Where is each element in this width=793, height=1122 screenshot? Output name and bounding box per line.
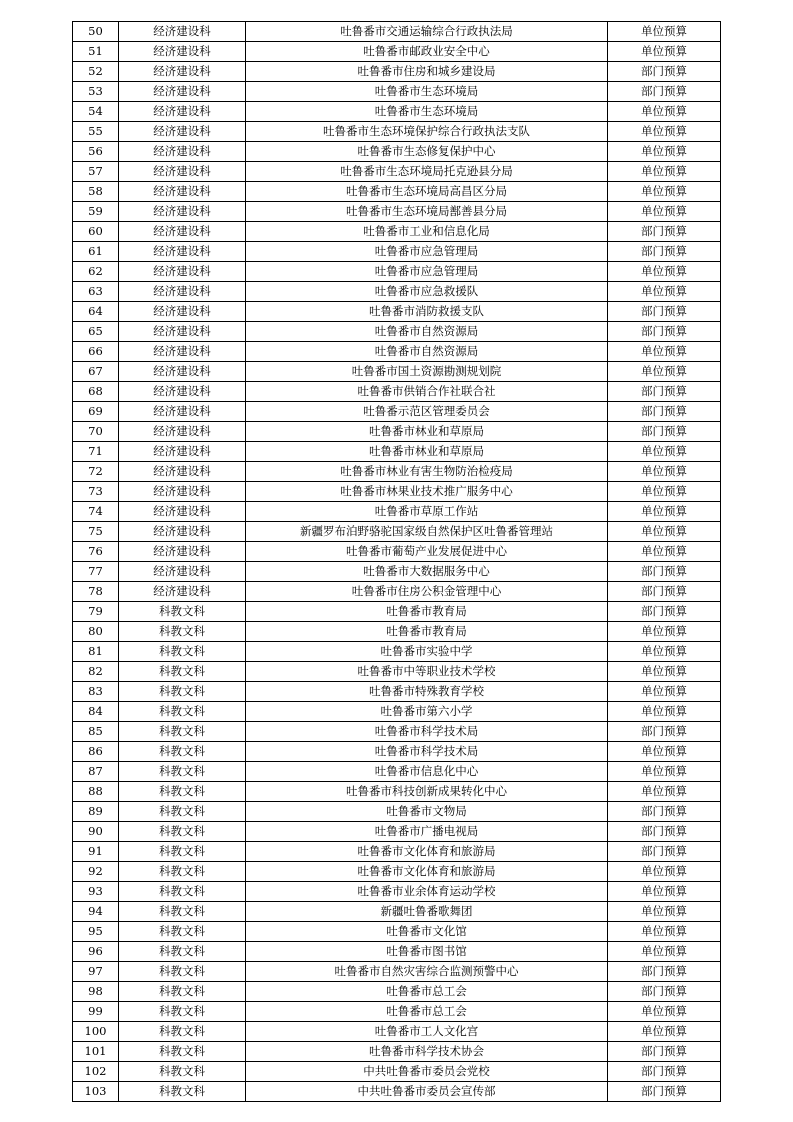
table-row [73, 462, 721, 482]
table-row [73, 1002, 721, 1022]
row-number-cell: 58 [73, 182, 119, 202]
budget-type-cell: 单位预算 [608, 362, 721, 382]
department-cell: 科教文科 [119, 822, 246, 842]
unit-name-cell: 吐鲁番市应急管理局 [246, 262, 608, 282]
unit-name-cell: 吐鲁番市总工会 [246, 982, 608, 1002]
budget-type-cell: 单位预算 [608, 942, 721, 962]
unit-name-cell: 吐鲁番市工人文化宫 [246, 1022, 608, 1042]
department-cell: 经济建设科 [119, 562, 246, 582]
row-number-cell: 90 [73, 822, 119, 842]
row-number-cell: 86 [73, 742, 119, 762]
department-cell: 科教文科 [119, 1062, 246, 1082]
unit-name-cell: 吐鲁番市葡萄产业发展促进中心 [246, 542, 608, 562]
table-row [73, 22, 721, 42]
table-row [73, 622, 721, 642]
row-number-cell: 68 [73, 382, 119, 402]
table-row [73, 962, 721, 982]
budget-type-cell: 单位预算 [608, 462, 721, 482]
row-number-cell: 75 [73, 522, 119, 542]
unit-name-cell: 吐鲁番市林果业技术推广服务中心 [246, 482, 608, 502]
row-number-cell: 103 [73, 1082, 119, 1102]
row-number-cell: 77 [73, 562, 119, 582]
budget-type-cell: 部门预算 [608, 722, 721, 742]
budget-type-cell: 部门预算 [608, 822, 721, 842]
row-number-cell: 81 [73, 642, 119, 662]
budget-type-cell: 单位预算 [608, 182, 721, 202]
department-cell: 经济建设科 [119, 482, 246, 502]
department-cell: 科教文科 [119, 862, 246, 882]
row-number-cell: 80 [73, 622, 119, 642]
row-number-cell: 71 [73, 442, 119, 462]
budget-type-cell: 单位预算 [608, 742, 721, 762]
department-cell: 科教文科 [119, 602, 246, 622]
budget-type-cell: 单位预算 [608, 882, 721, 902]
department-cell: 经济建设科 [119, 102, 246, 122]
department-cell: 科教文科 [119, 682, 246, 702]
row-number-cell: 53 [73, 82, 119, 102]
row-number-cell: 65 [73, 322, 119, 342]
budget-type-cell: 单位预算 [608, 902, 721, 922]
row-number-cell: 95 [73, 922, 119, 942]
unit-name-cell: 吐鲁番市生态环境局托克逊县分局 [246, 162, 608, 182]
budget-type-cell: 单位预算 [608, 682, 721, 702]
budget-type-cell: 部门预算 [608, 802, 721, 822]
department-cell: 科教文科 [119, 622, 246, 642]
department-cell: 经济建设科 [119, 122, 246, 142]
department-cell: 经济建设科 [119, 42, 246, 62]
table-row [73, 282, 721, 302]
row-number-cell: 67 [73, 362, 119, 382]
unit-name-cell: 吐鲁番市供销合作社联合社 [246, 382, 608, 402]
budget-type-cell: 单位预算 [608, 262, 721, 282]
department-cell: 经济建设科 [119, 202, 246, 222]
table-row [73, 702, 721, 722]
budget-type-cell: 单位预算 [608, 642, 721, 662]
unit-name-cell: 吐鲁番市国土资源勘测规划院 [246, 362, 608, 382]
unit-name-cell: 吐鲁番市交通运输综合行政执法局 [246, 22, 608, 42]
row-number-cell: 79 [73, 602, 119, 622]
table-row [73, 922, 721, 942]
budget-type-cell: 部门预算 [608, 242, 721, 262]
budget-type-cell: 部门预算 [608, 222, 721, 242]
budget-type-cell: 部门预算 [608, 422, 721, 442]
unit-name-cell: 吐鲁番市林业有害生物防治检疫局 [246, 462, 608, 482]
department-cell: 经济建设科 [119, 342, 246, 362]
row-number-cell: 82 [73, 662, 119, 682]
budget-type-cell: 部门预算 [608, 82, 721, 102]
row-number-cell: 94 [73, 902, 119, 922]
unit-name-cell: 吐鲁番市业余体育运动学校 [246, 882, 608, 902]
department-cell: 科教文科 [119, 882, 246, 902]
unit-name-cell: 吐鲁番市文化体育和旅游局 [246, 842, 608, 862]
row-number-cell: 99 [73, 1002, 119, 1022]
table-row [73, 842, 721, 862]
table-row [73, 822, 721, 842]
unit-name-cell: 吐鲁番市应急救援队 [246, 282, 608, 302]
budget-type-cell: 部门预算 [608, 1062, 721, 1082]
row-number-cell: 73 [73, 482, 119, 502]
row-number-cell: 56 [73, 142, 119, 162]
row-number-cell: 88 [73, 782, 119, 802]
budget-type-cell: 单位预算 [608, 1002, 721, 1022]
unit-name-cell: 吐鲁番市中等职业技术学校 [246, 662, 608, 682]
table-row [73, 142, 721, 162]
unit-name-cell: 吐鲁番市科技创新成果转化中心 [246, 782, 608, 802]
unit-name-cell: 吐鲁番市生态环境局鄯善县分局 [246, 202, 608, 222]
row-number-cell: 66 [73, 342, 119, 362]
budget-type-cell: 单位预算 [608, 102, 721, 122]
budget-type-cell: 部门预算 [608, 62, 721, 82]
unit-name-cell: 吐鲁番市实验中学 [246, 642, 608, 662]
budget-type-cell: 单位预算 [608, 22, 721, 42]
row-number-cell: 60 [73, 222, 119, 242]
department-cell: 科教文科 [119, 762, 246, 782]
department-cell: 经济建设科 [119, 82, 246, 102]
row-number-cell: 59 [73, 202, 119, 222]
unit-name-cell: 吐鲁番示范区管理委员会 [246, 402, 608, 422]
table-row [73, 1062, 721, 1082]
row-number-cell: 89 [73, 802, 119, 822]
department-cell: 经济建设科 [119, 162, 246, 182]
budget-type-cell: 单位预算 [608, 282, 721, 302]
table-row [73, 442, 721, 462]
unit-name-cell: 吐鲁番市应急管理局 [246, 242, 608, 262]
table-row [73, 562, 721, 582]
row-number-cell: 50 [73, 22, 119, 42]
budget-type-cell: 部门预算 [608, 402, 721, 422]
department-cell: 科教文科 [119, 1022, 246, 1042]
department-cell: 科教文科 [119, 982, 246, 1002]
row-number-cell: 78 [73, 582, 119, 602]
unit-name-cell: 吐鲁番市科学技术局 [246, 742, 608, 762]
row-number-cell: 63 [73, 282, 119, 302]
department-cell: 科教文科 [119, 802, 246, 822]
row-number-cell: 64 [73, 302, 119, 322]
table-row [73, 122, 721, 142]
unit-name-cell: 吐鲁番市生态环境局高昌区分局 [246, 182, 608, 202]
table-row [73, 982, 721, 1002]
unit-name-cell: 吐鲁番市住房和城乡建设局 [246, 62, 608, 82]
department-cell: 科教文科 [119, 722, 246, 742]
table-row [73, 522, 721, 542]
department-cell: 科教文科 [119, 842, 246, 862]
budget-type-cell: 单位预算 [608, 702, 721, 722]
department-cell: 经济建设科 [119, 462, 246, 482]
table-row [73, 342, 721, 362]
row-number-cell: 102 [73, 1062, 119, 1082]
budget-type-cell: 单位预算 [608, 542, 721, 562]
table-row [73, 422, 721, 442]
budget-type-cell: 单位预算 [608, 622, 721, 642]
department-cell: 科教文科 [119, 1042, 246, 1062]
department-cell: 经济建设科 [119, 262, 246, 282]
department-cell: 经济建设科 [119, 142, 246, 162]
budget-type-cell: 单位预算 [608, 762, 721, 782]
table-row [73, 742, 721, 762]
unit-name-cell: 吐鲁番市第六小学 [246, 702, 608, 722]
table-row [73, 642, 721, 662]
unit-name-cell: 吐鲁番市总工会 [246, 1002, 608, 1022]
table-row [73, 42, 721, 62]
department-cell: 科教文科 [119, 642, 246, 662]
unit-name-cell: 吐鲁番市生态环境局 [246, 82, 608, 102]
department-cell: 经济建设科 [119, 302, 246, 322]
department-cell: 科教文科 [119, 742, 246, 762]
table-row [73, 242, 721, 262]
table-row [73, 722, 721, 742]
budget-type-cell: 单位预算 [608, 1022, 721, 1042]
table-row [73, 182, 721, 202]
budget-type-cell: 单位预算 [608, 122, 721, 142]
budget-type-cell: 单位预算 [608, 782, 721, 802]
row-number-cell: 61 [73, 242, 119, 262]
row-number-cell: 98 [73, 982, 119, 1002]
unit-name-cell: 吐鲁番市生态环境局 [246, 102, 608, 122]
unit-name-cell: 吐鲁番市工业和信息化局 [246, 222, 608, 242]
department-cell: 科教文科 [119, 922, 246, 942]
unit-name-cell: 吐鲁番市大数据服务中心 [246, 562, 608, 582]
department-cell: 科教文科 [119, 1002, 246, 1022]
budget-type-cell: 单位预算 [608, 442, 721, 462]
unit-name-cell: 吐鲁番市特殊教育学校 [246, 682, 608, 702]
unit-name-cell: 吐鲁番市图书馆 [246, 942, 608, 962]
table-row [73, 502, 721, 522]
table-row [73, 302, 721, 322]
department-cell: 经济建设科 [119, 522, 246, 542]
row-number-cell: 52 [73, 62, 119, 82]
department-cell: 经济建设科 [119, 582, 246, 602]
department-cell: 经济建设科 [119, 62, 246, 82]
row-number-cell: 62 [73, 262, 119, 282]
table-row [73, 202, 721, 222]
unit-name-cell: 吐鲁番市广播电视局 [246, 822, 608, 842]
row-number-cell: 74 [73, 502, 119, 522]
budget-type-cell: 单位预算 [608, 202, 721, 222]
row-number-cell: 54 [73, 102, 119, 122]
row-number-cell: 70 [73, 422, 119, 442]
budget-type-cell: 单位预算 [608, 862, 721, 882]
table-row [73, 882, 721, 902]
unit-name-cell: 吐鲁番市林业和草原局 [246, 442, 608, 462]
department-cell: 经济建设科 [119, 502, 246, 522]
row-number-cell: 84 [73, 702, 119, 722]
department-cell: 科教文科 [119, 662, 246, 682]
row-number-cell: 92 [73, 862, 119, 882]
unit-name-cell: 吐鲁番市自然资源局 [246, 322, 608, 342]
budget-type-cell: 单位预算 [608, 42, 721, 62]
unit-name-cell: 吐鲁番市教育局 [246, 622, 608, 642]
budget-type-cell: 部门预算 [608, 382, 721, 402]
unit-name-cell: 吐鲁番市林业和草原局 [246, 422, 608, 442]
table-row [73, 662, 721, 682]
unit-name-cell: 中共吐鲁番市委员会宣传部 [246, 1082, 608, 1102]
table-row [73, 102, 721, 122]
table-row [73, 602, 721, 622]
budget-type-cell: 单位预算 [608, 342, 721, 362]
department-cell: 经济建设科 [119, 362, 246, 382]
unit-name-cell: 吐鲁番市邮政业安全中心 [246, 42, 608, 62]
row-number-cell: 57 [73, 162, 119, 182]
table-row [73, 542, 721, 562]
row-number-cell: 91 [73, 842, 119, 862]
row-number-cell: 100 [73, 1022, 119, 1042]
unit-name-cell: 中共吐鲁番市委员会党校 [246, 1062, 608, 1082]
table-row [73, 782, 721, 802]
budget-type-cell: 部门预算 [608, 962, 721, 982]
department-cell: 经济建设科 [119, 222, 246, 242]
table-row [73, 262, 721, 282]
department-cell: 经济建设科 [119, 422, 246, 442]
unit-name-cell: 新疆吐鲁番歌舞团 [246, 902, 608, 922]
department-cell: 科教文科 [119, 702, 246, 722]
table-row [73, 1042, 721, 1062]
row-number-cell: 72 [73, 462, 119, 482]
table-row [73, 942, 721, 962]
table-row [73, 482, 721, 502]
department-cell: 科教文科 [119, 1082, 246, 1102]
row-number-cell: 87 [73, 762, 119, 782]
department-cell: 经济建设科 [119, 442, 246, 462]
unit-name-cell: 吐鲁番市生态环境保护综合行政执法支队 [246, 122, 608, 142]
budget-type-cell: 部门预算 [608, 602, 721, 622]
budget-type-cell: 部门预算 [608, 982, 721, 1002]
row-number-cell: 97 [73, 962, 119, 982]
table-row [73, 682, 721, 702]
unit-name-cell: 新疆罗布泊野骆驼国家级自然保护区吐鲁番管理站 [246, 522, 608, 542]
unit-name-cell: 吐鲁番市文化馆 [246, 922, 608, 942]
table-body [73, 22, 721, 1102]
row-number-cell: 76 [73, 542, 119, 562]
row-number-cell: 51 [73, 42, 119, 62]
department-cell: 科教文科 [119, 782, 246, 802]
department-cell: 科教文科 [119, 962, 246, 982]
budget-type-cell: 部门预算 [608, 1042, 721, 1062]
row-number-cell: 96 [73, 942, 119, 962]
table-row [73, 402, 721, 422]
unit-name-cell: 吐鲁番市文化体育和旅游局 [246, 862, 608, 882]
table-row [73, 322, 721, 342]
department-cell: 经济建设科 [119, 242, 246, 262]
budget-type-cell: 单位预算 [608, 522, 721, 542]
unit-name-cell: 吐鲁番市住房公积金管理中心 [246, 582, 608, 602]
unit-name-cell: 吐鲁番市信息化中心 [246, 762, 608, 782]
department-cell: 经济建设科 [119, 542, 246, 562]
department-cell: 科教文科 [119, 942, 246, 962]
row-number-cell: 83 [73, 682, 119, 702]
table-row [73, 382, 721, 402]
unit-name-cell: 吐鲁番市消防救援支队 [246, 302, 608, 322]
budget-type-cell: 部门预算 [608, 1082, 721, 1102]
table-row [73, 582, 721, 602]
row-number-cell: 69 [73, 402, 119, 422]
department-cell: 科教文科 [119, 902, 246, 922]
budget-type-cell: 部门预算 [608, 842, 721, 862]
budget-type-cell: 单位预算 [608, 142, 721, 162]
row-number-cell: 85 [73, 722, 119, 742]
unit-name-cell: 吐鲁番市教育局 [246, 602, 608, 622]
department-cell: 经济建设科 [119, 382, 246, 402]
department-cell: 经济建设科 [119, 282, 246, 302]
budget-type-cell: 单位预算 [608, 482, 721, 502]
table-row [73, 802, 721, 822]
table-row [73, 222, 721, 242]
unit-name-cell: 吐鲁番市文物局 [246, 802, 608, 822]
row-number-cell: 101 [73, 1042, 119, 1062]
table-row [73, 762, 721, 782]
table-row [73, 162, 721, 182]
budget-unit-table [72, 21, 721, 1102]
table-row [73, 902, 721, 922]
unit-name-cell: 吐鲁番市科学技术协会 [246, 1042, 608, 1062]
department-cell: 经济建设科 [119, 22, 246, 42]
table-row [73, 862, 721, 882]
budget-type-cell: 部门预算 [608, 302, 721, 322]
table-row [73, 1022, 721, 1042]
budget-type-cell: 单位预算 [608, 662, 721, 682]
unit-name-cell: 吐鲁番市自然灾害综合监测预警中心 [246, 962, 608, 982]
table-row [73, 82, 721, 102]
unit-name-cell: 吐鲁番市生态修复保护中心 [246, 142, 608, 162]
budget-type-cell: 单位预算 [608, 502, 721, 522]
unit-name-cell: 吐鲁番市草原工作站 [246, 502, 608, 522]
table-row [73, 62, 721, 82]
budget-type-cell: 单位预算 [608, 162, 721, 182]
row-number-cell: 55 [73, 122, 119, 142]
unit-name-cell: 吐鲁番市科学技术局 [246, 722, 608, 742]
budget-type-cell: 部门预算 [608, 322, 721, 342]
department-cell: 经济建设科 [119, 402, 246, 422]
row-number-cell: 93 [73, 882, 119, 902]
table-row [73, 1082, 721, 1102]
budget-type-cell: 单位预算 [608, 922, 721, 942]
budget-type-cell: 部门预算 [608, 562, 721, 582]
budget-type-cell: 部门预算 [608, 582, 721, 602]
department-cell: 经济建设科 [119, 182, 246, 202]
table-row [73, 362, 721, 382]
unit-name-cell: 吐鲁番市自然资源局 [246, 342, 608, 362]
department-cell: 经济建设科 [119, 322, 246, 342]
